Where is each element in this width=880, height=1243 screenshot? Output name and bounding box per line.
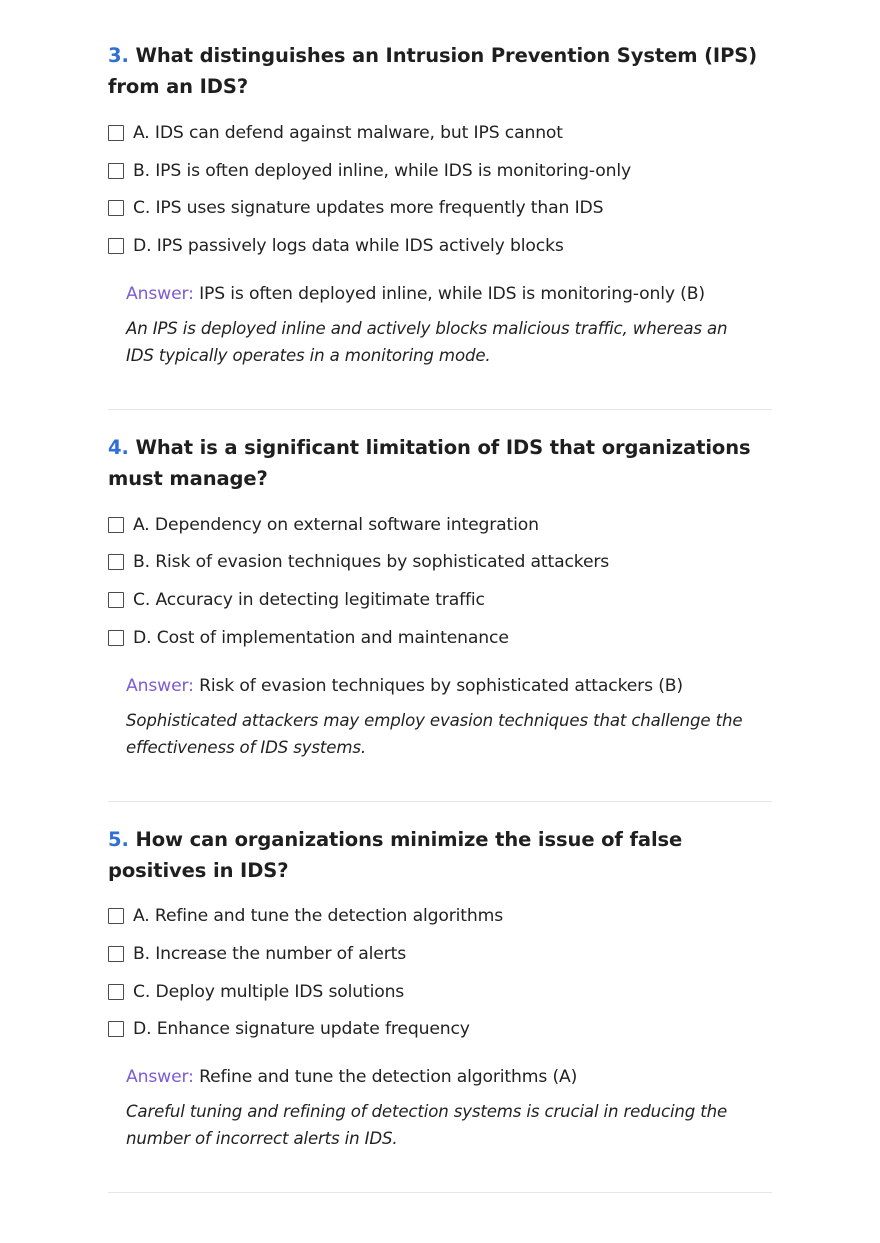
option-label: A. Refine and tune the detection algorithms [133,906,504,927]
checkbox-icon[interactable] [108,517,124,533]
option-c[interactable] [108,581,772,619]
answer-line [126,282,772,306]
answer-text: Refine and tune the detection algorithms (A) [199,1067,578,1088]
question-title [108,824,772,886]
checkbox-icon[interactable] [108,200,124,216]
option-c[interactable] [108,189,772,227]
option-label: C. Deploy multiple IDS solutions [133,981,405,1002]
checkbox-icon[interactable] [108,163,124,179]
answer-label: Answer: [126,675,194,696]
question-4 [108,432,772,802]
checkbox-icon[interactable] [108,1021,124,1037]
answer-line [126,1065,772,1089]
question-title [108,40,772,102]
question-5 [108,824,772,1194]
option-label: B. IPS is often deployed inline, while IDS is monitoring-only [133,160,632,181]
explanation: Careful tuning and refining of detection systems is crucial in reducing the number of incorrect alerts in IDS. [126,1102,728,1149]
options-list [108,898,772,1049]
option-b[interactable] [108,152,772,190]
question-3 [108,40,772,410]
option-label: D. IPS passively logs data while IDS actively blocks [133,235,564,256]
options-list [108,506,772,657]
answer-block [126,282,772,369]
option-a[interactable] [108,506,772,544]
answer-block [126,674,772,761]
option-label: A. IDS can defend against malware, but IPS cannot [133,122,563,143]
answer-label: Answer: [126,1067,194,1088]
option-b[interactable] [108,543,772,581]
question-number: 5. [108,827,129,851]
checkbox-icon[interactable] [108,630,124,646]
option-a[interactable] [108,114,772,152]
options-list [108,114,772,265]
explanation: An IPS is deployed inline and actively blocks malicious traffic, whereas an IDS typically operates in a monitoring mode. [126,318,728,365]
option-d[interactable] [108,227,772,265]
checkbox-icon[interactable] [108,908,124,924]
explanation: Sophisticated attackers may employ evasion techniques that challenge the effectiveness of IDS systems. [126,710,743,757]
option-d[interactable] [108,619,772,657]
quiz-page [108,40,772,1215]
answer-label: Answer: [126,283,194,304]
option-label: D. Cost of implementation and maintenance [133,627,509,648]
answer-block [126,1065,772,1152]
answer-line [126,674,772,698]
checkbox-icon[interactable] [108,984,124,1000]
checkbox-icon[interactable] [108,125,124,141]
option-label: B. Increase the number of alerts [133,944,407,965]
checkbox-icon[interactable] [108,592,124,608]
question-text: How can organizations minimize the issue of false positives in IDS? [108,827,683,882]
option-label: B. Risk of evasion techniques by sophisticated attackers [133,552,610,573]
question-title [108,432,772,494]
question-number: 4. [108,435,129,459]
answer-text: Risk of evasion techniques by sophisticated attackers (B) [199,675,683,696]
option-label: A. Dependency on external software integration [133,514,539,535]
option-label: C. IPS uses signature updates more frequently than IDS [133,198,604,219]
question-text: What distinguishes an Intrusion Prevention System (IPS) from an IDS? [108,44,758,98]
checkbox-icon[interactable] [108,946,124,962]
option-b[interactable] [108,935,772,973]
option-d[interactable] [108,1011,772,1049]
question-text: What is a significant limitation of IDS that organizations must manage? [108,435,751,490]
option-label: C. Accuracy in detecting legitimate traffic [133,589,485,610]
option-c[interactable] [108,973,772,1011]
option-label: D. Enhance signature update frequency [133,1019,470,1040]
checkbox-icon[interactable] [108,238,124,254]
checkbox-icon[interactable] [108,554,124,570]
option-a[interactable] [108,898,772,936]
answer-text: IPS is often deployed inline, while IDS is monitoring-only (B) [199,283,705,304]
question-number: 3. [108,44,129,67]
